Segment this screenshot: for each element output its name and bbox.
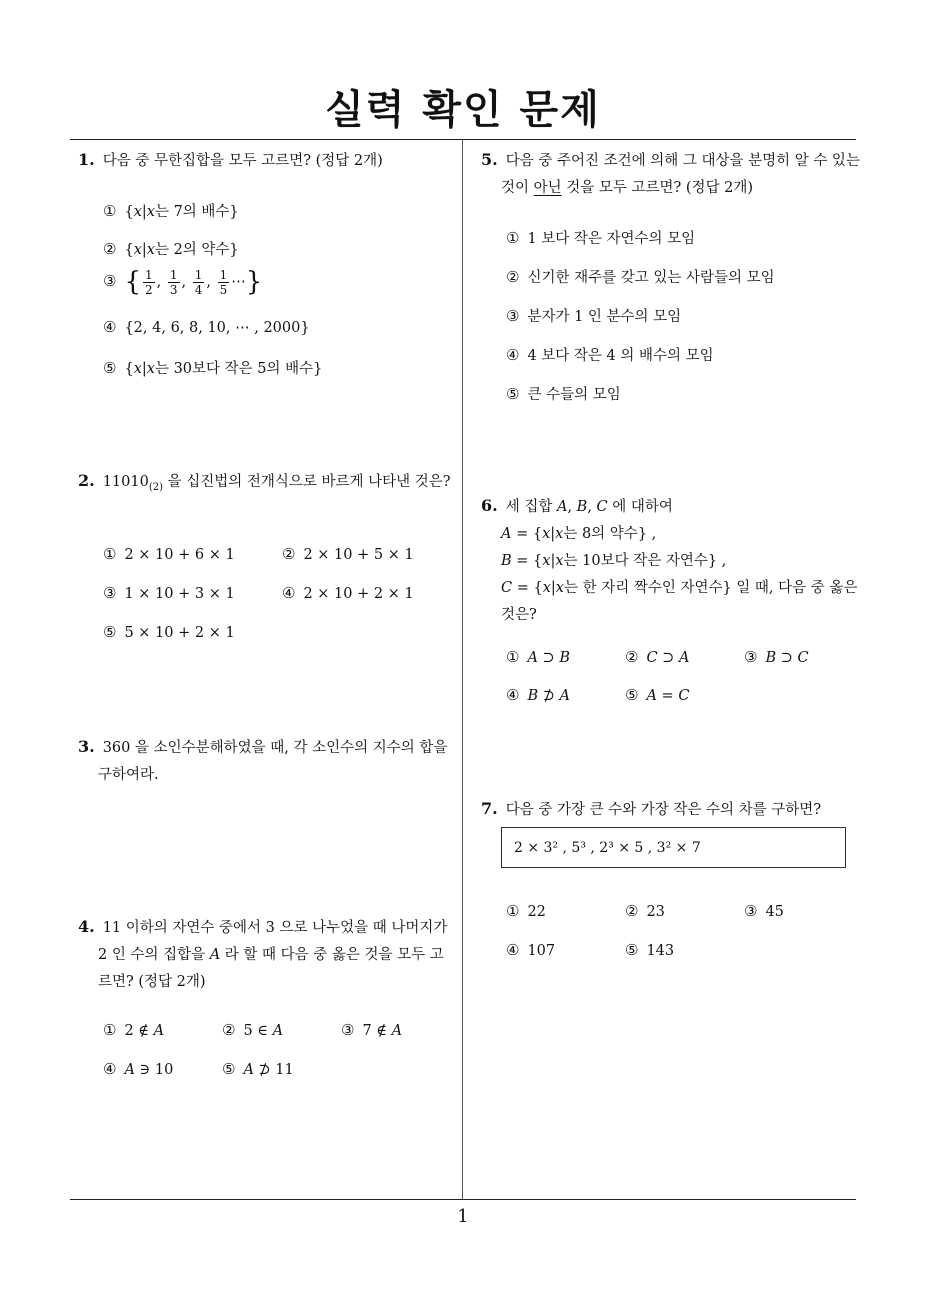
q5-option-1[interactable]: ① 1 보다 작은 자연수의 모임 <box>506 229 696 247</box>
q6-option-1[interactable]: ① A ⊃ B <box>506 648 570 666</box>
q7-option-2[interactable]: ② 23 <box>625 902 665 920</box>
q5-option-5[interactable]: ⑤ 큰 수들의 모임 <box>506 385 621 403</box>
q7-option-5[interactable]: ⑤ 143 <box>625 941 675 959</box>
q1-option-4[interactable]: ④ {2, 4, 6, 8, 10, ⋯ , 2000} <box>103 318 310 336</box>
question-number: 7. <box>481 799 498 818</box>
question-3: 3. 360 을 소인수분해하였을 때, 각 소인수의 지수의 합을 구하여라. <box>78 737 448 783</box>
question-number: 4. <box>78 917 95 936</box>
q4-option-2[interactable]: ② 5 ∈ A <box>222 1021 284 1039</box>
q6-option-5[interactable]: ⑤ A = C <box>625 686 690 704</box>
q6-option-2[interactable]: ② C ⊃ A <box>625 648 690 666</box>
q7-option-3[interactable]: ③ 45 <box>744 902 784 920</box>
question-text: 다음 중 무한집합을 모두 고르면? (정답 2개) <box>102 153 383 169</box>
q4-option-3[interactable]: ③ 7 ∉ A <box>341 1021 403 1039</box>
q7-option-1[interactable]: ① 22 <box>506 902 546 920</box>
question-number: 1. <box>78 150 95 169</box>
top-rule <box>70 139 856 140</box>
question-1 <box>78 146 458 175</box>
question-number: 6. <box>481 496 498 515</box>
q1-option-3[interactable]: ③ { $\frac{1}{2}$ , $\frac{1}{3}$ , $\frac{1}{4}$ , $\frac{1}{5}$ ⋯} <box>103 267 263 297</box>
q4-option-5[interactable]: ⑤ A ⊅ 11 <box>222 1060 294 1078</box>
q6-option-4[interactable]: ④ B ⊅ A <box>506 686 570 704</box>
q5-option-2[interactable]: ② 신기한 재주를 갖고 있는 사람들의 모임 <box>506 268 775 286</box>
q2-option-1[interactable]: ① 2 × 10 + 6 × 1 <box>103 545 235 563</box>
question-number: 3. <box>78 737 95 756</box>
q1-option-5[interactable]: ⑤ {x|x는 30보다 작은 5의 배수} <box>103 359 323 377</box>
question-2: 2. $11010_{(2)}$ 을 십진법의 전개식으로 바르게 나타낸 것은? <box>78 471 451 493</box>
q6-option-3[interactable]: ③ B ⊃ C <box>744 648 809 666</box>
question-5: 5. 다음 중 주어진 조건에 의해 그 대상을 분명히 알 수 있는 것이 아닌 것을 모두 고르면? (정답 2개) <box>481 150 860 196</box>
q7-option-4[interactable]: ④ 107 <box>506 941 556 959</box>
page-number: 1 <box>457 1206 469 1227</box>
question-number: 2. <box>78 471 95 490</box>
q5-option-3[interactable]: ③ 분자가 1 인 분수의 모임 <box>506 307 682 325</box>
page-title: 실력 확인 문제 <box>325 87 601 133</box>
q2-option-3[interactable]: ③ 1 × 10 + 3 × 1 <box>103 584 235 602</box>
q2-option-5[interactable]: ⑤ 5 × 10 + 2 × 1 <box>103 623 235 641</box>
question-4: 4. 11 이하의 자연수 중에서 3 으로 나누었을 때 나머지가 2 인 수의 집합을 A 라 할 때 다음 중 옳은 것을 모두 고르면? (정답 2개) <box>78 917 448 990</box>
column-divider <box>462 139 463 1199</box>
q2-option-4[interactable]: ④ 2 × 10 + 2 × 1 <box>282 584 414 602</box>
q4-option-4[interactable]: ④ A ∋ 10 <box>103 1060 174 1078</box>
question-number: 5. <box>481 150 498 169</box>
question-7: 7. 다음 중 가장 큰 수와 가장 작은 수의 차를 구하면? <box>481 799 822 818</box>
given-numbers-box: 2 × 3² , 5³ , 2³ × 5 , 3² × 7 <box>501 827 846 868</box>
q1-option-1[interactable]: ① {x|x는 7의 배수} <box>103 202 239 220</box>
q5-option-4[interactable]: ④ 4 보다 작은 4 의 배수의 모임 <box>506 346 714 364</box>
q4-option-1[interactable]: ① 2 ∉ A <box>103 1021 165 1039</box>
q2-option-2[interactable]: ② 2 × 10 + 5 × 1 <box>282 545 414 563</box>
q1-option-2[interactable]: ② {x|x는 2의 약수} <box>103 240 239 258</box>
bottom-rule <box>70 1199 856 1200</box>
question-6: 6. 세 집합 A, B, C 에 대하여 A = {x|x는 8의 약수} , B = {x|x는 10보다 작은 자연수} , C = {x|x는 한 자리 짝수인 자연수} 일 때, 다음 중 옳은 것은? <box>481 496 858 623</box>
